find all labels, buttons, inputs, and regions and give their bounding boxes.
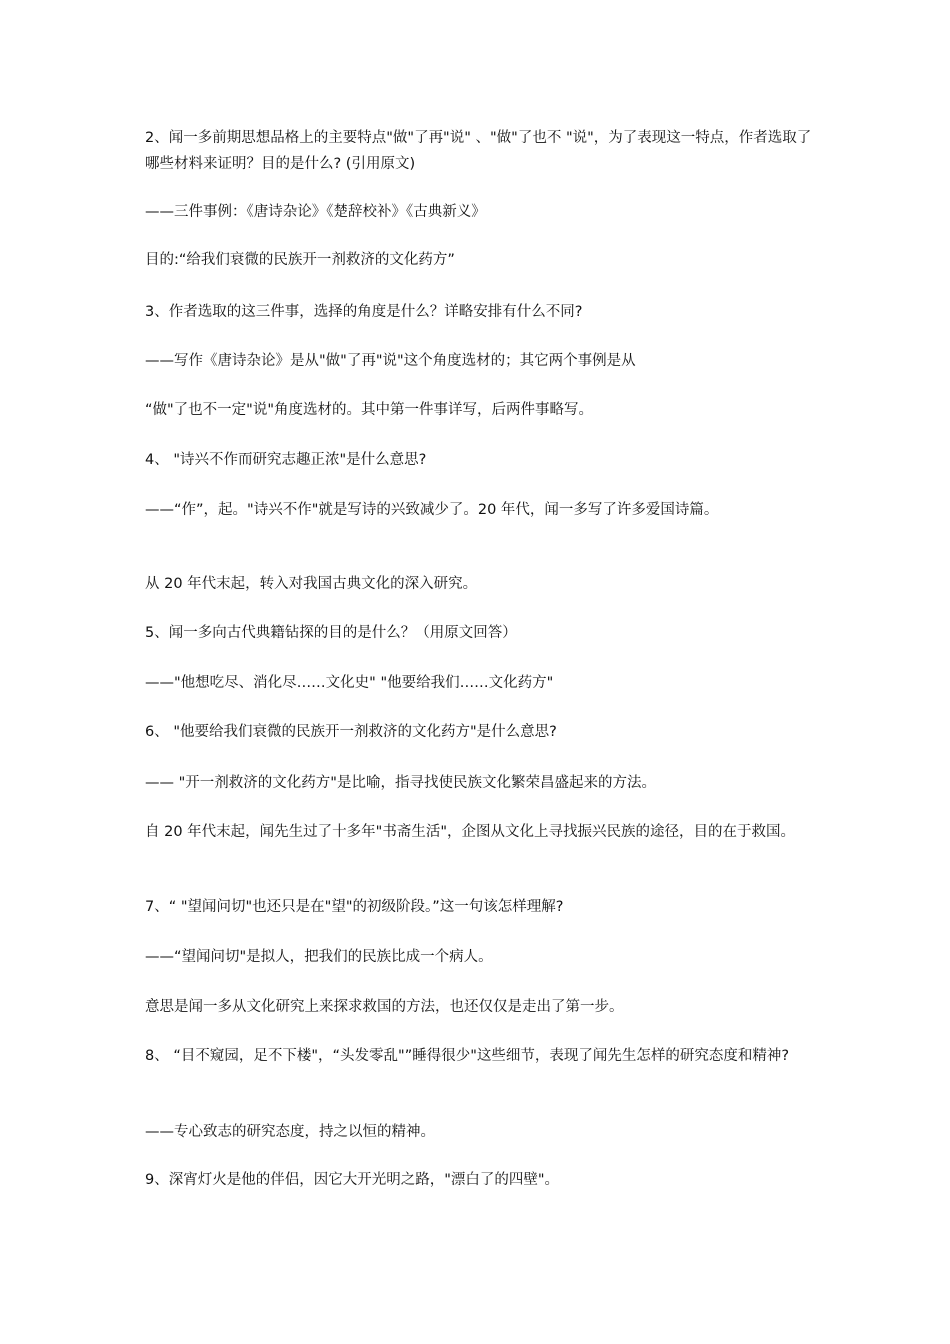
answer-5: ——"他想吃尽、消化尽……文化史" "他要给我们……文化药方" [145,675,554,691]
answer-8: ——专心致志的研究态度，持之以恒的精神。 [145,1124,435,1140]
answer-7-line-1: ——“望闻问切"是拟人，把我们的民族比成一个病人。 [145,949,493,965]
answer-3-line-1: ——写作《唐诗杂论》是从"做"了再"说"这个角度选材的；其它两个事例是从 [145,353,636,369]
question-4: 4、 "诗兴不作而研究志趣正浓"是什么意思? [145,452,427,468]
answer-6-line-1: —— "开一剂救济的文化药方"是比喻，指寻找使民族文化繁荣昌盛起来的方法。 [145,775,656,791]
question-6: 6、 "他要给我们衰微的民族开一剂救济的文化药方"是什么意思? [145,724,557,740]
question-2: 2、闻一多前期思想品格上的主要特点"做"了再"说" 、"做"了也不 "说"，为了表现这一特点，作者选取了哪些材料来证明？目的是什么? (引用原文) [145,130,812,172]
question-5: 5、闻一多向古代典籍钻探的目的是什么？（用原文回答） [145,625,517,641]
answer-4-line-2: 从 20 年代末起，转入对我国古典文化的深入研究。 [145,576,478,592]
answer-4-line-1: ——“作”，起。"诗兴不作"就是写诗的兴致减少了。20 年代，闻一多写了许多爱国诗篇。 [145,502,719,518]
question-3: 3、作者选取的这三件事，选择的角度是什么？详略安排有什么不同? [145,304,583,320]
question-9: 9、深宵灯火是他的伴侣，因它大开光明之路，"漂白了的四壁"。 [145,1172,560,1188]
answer-2-examples: ——三件事例：《唐诗杂论》《楚辞校补》《古典新义》 [145,204,486,220]
answer-2-purpose: 目的:“给我们衰微的民族开一剂救济的文化药方” [145,252,455,268]
question-7: 7、“ "望闻问切"也还只是在"望"的初级阶段。”这一句该怎样理解? [145,899,564,915]
question-8: 8、 “目不窥园，足不下楼"，“头发零乱"”睡得很少"这些细节，表现了闻先生怎样的研究态度和精神? [145,1048,790,1064]
answer-6-line-2: 自 20 年代末起，闻先生过了十多年"书斋生活"，企图从文化上寻找振兴民族的途径，目的在于救国。 [145,824,796,840]
answer-3-line-2: “做"了也不一定"说"角度选材的。其中第一件事详写，后两件事略写。 [145,402,594,418]
answer-7-line-2: 意思是闻一多从文化研究上来探求救国的方法，也还仅仅是走出了第一步。 [145,999,624,1015]
